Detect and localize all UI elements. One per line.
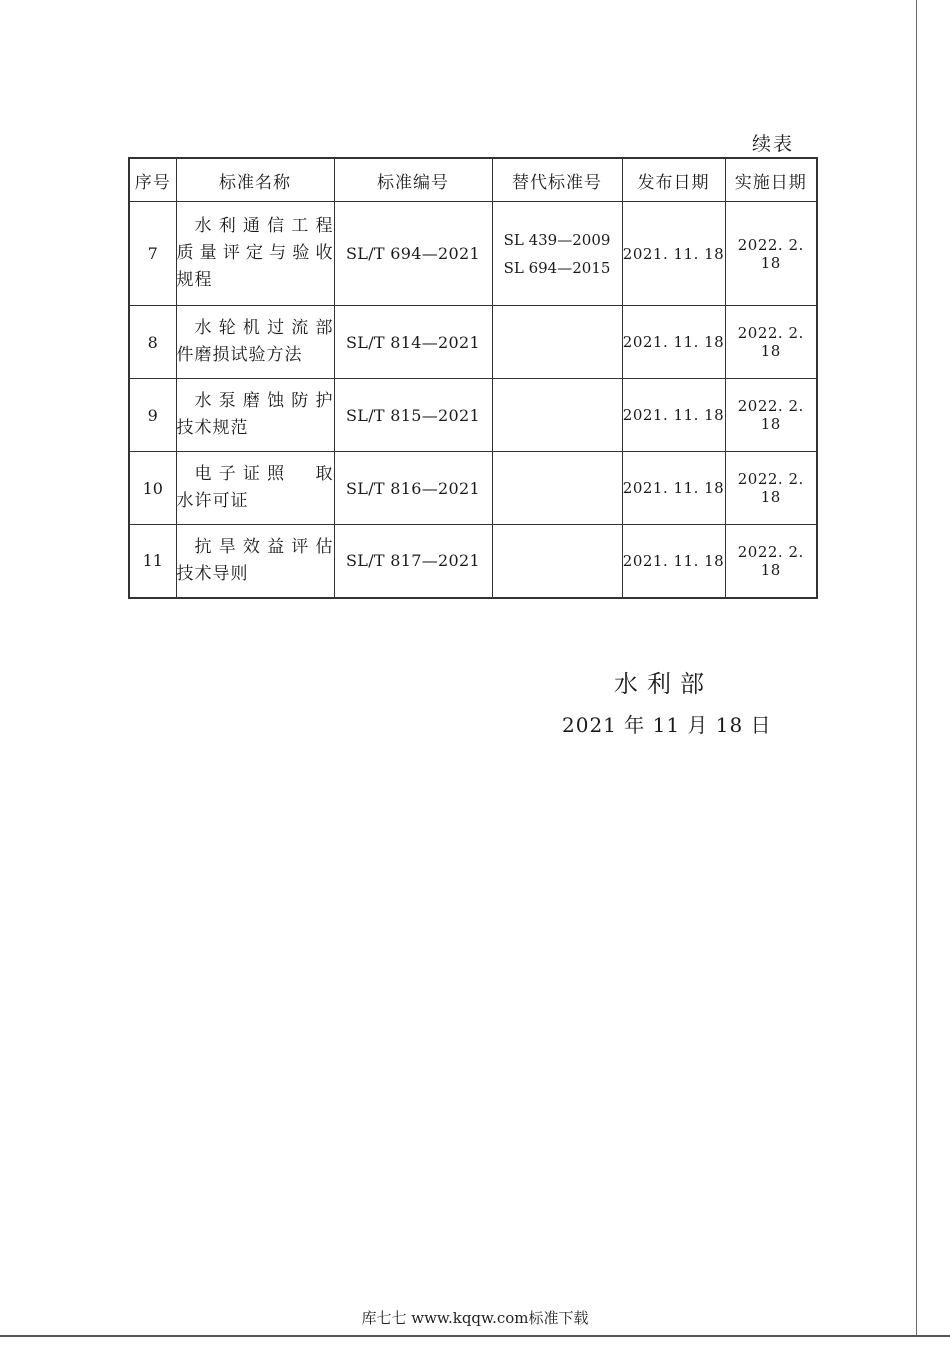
issue-date: 2021 年 11 月 18 日 xyxy=(562,713,772,737)
row-replaces xyxy=(492,525,622,598)
row-no: 7 xyxy=(129,202,176,306)
row-name-line: 水利通信工程 xyxy=(194,216,334,236)
row-code: SL/T 694—2021 xyxy=(334,202,492,306)
header-issued: 发布日期 xyxy=(622,158,725,202)
replaced-standard: SL 694—2015 xyxy=(503,258,611,277)
row-name-line: 电子证照 取 xyxy=(194,464,334,484)
header-replaces: 替代标准号 xyxy=(492,158,622,202)
header-effective: 实施日期 xyxy=(725,158,817,202)
table-row xyxy=(129,452,817,525)
table-row xyxy=(129,306,817,379)
row-name-line: 水轮机过流部 xyxy=(194,318,334,338)
row-name-line: 质量评定与验收 xyxy=(176,243,334,263)
row-no: 9 xyxy=(129,379,176,452)
row-name-line: 水许可证 xyxy=(176,491,249,511)
row-no: 8 xyxy=(129,306,176,379)
replaced-standard: SL 439—2009 xyxy=(503,230,611,249)
row-issued: 2021. 11. 18 xyxy=(622,202,725,306)
row-name xyxy=(176,306,334,379)
page-border-bottom xyxy=(0,1335,950,1337)
row-issued: 2021. 11. 18 xyxy=(622,452,725,525)
row-no: 10 xyxy=(129,452,176,525)
row-effective: 2022. 2. 18 xyxy=(725,525,817,598)
header-no: 序号 xyxy=(129,158,176,202)
table-row xyxy=(129,202,817,306)
standards-table xyxy=(128,157,818,599)
row-replaces xyxy=(492,452,622,525)
row-issued: 2021. 11. 18 xyxy=(622,306,725,379)
page-border-right xyxy=(916,0,917,1335)
row-name xyxy=(176,452,334,525)
row-code: SL/T 817—2021 xyxy=(334,525,492,598)
footer-watermark: 库七七 www.kqqw.com标准下载 xyxy=(361,1309,589,1327)
row-effective: 2022. 2. 18 xyxy=(725,306,817,379)
header-code: 标准编号 xyxy=(334,158,492,202)
row-code: SL/T 815—2021 xyxy=(334,379,492,452)
row-replaces xyxy=(492,202,622,306)
header-name: 标准名称 xyxy=(176,158,334,202)
row-name-line: 水泵磨蚀防护 xyxy=(194,391,334,411)
row-no: 11 xyxy=(129,525,176,598)
continued-table-label: 续表 xyxy=(752,133,795,155)
row-name-line: 技术导则 xyxy=(176,563,249,584)
row-code: SL/T 816—2021 xyxy=(334,452,492,525)
row-name xyxy=(176,379,334,452)
row-effective: 2022. 2. 18 xyxy=(725,202,817,306)
row-replaces xyxy=(492,306,622,379)
row-issued: 2021. 11. 18 xyxy=(622,525,725,598)
row-name xyxy=(176,202,334,306)
row-name-line: 技术规范 xyxy=(176,418,249,438)
row-code: SL/T 814—2021 xyxy=(334,306,492,379)
row-effective: 2022. 2. 18 xyxy=(725,452,817,525)
row-name xyxy=(176,525,334,598)
row-name-line: 规程 xyxy=(176,270,213,290)
table-row xyxy=(129,525,817,598)
row-name-line: 抗旱效益评估 xyxy=(194,536,334,557)
row-effective: 2022. 2. 18 xyxy=(725,379,817,452)
table-row xyxy=(129,379,817,452)
row-replaces xyxy=(492,379,622,452)
table-header-row xyxy=(129,158,817,202)
issuer-name: 水利部 xyxy=(614,670,713,698)
row-issued: 2021. 11. 18 xyxy=(622,379,725,452)
row-name-line: 件磨损试验方法 xyxy=(176,345,303,365)
